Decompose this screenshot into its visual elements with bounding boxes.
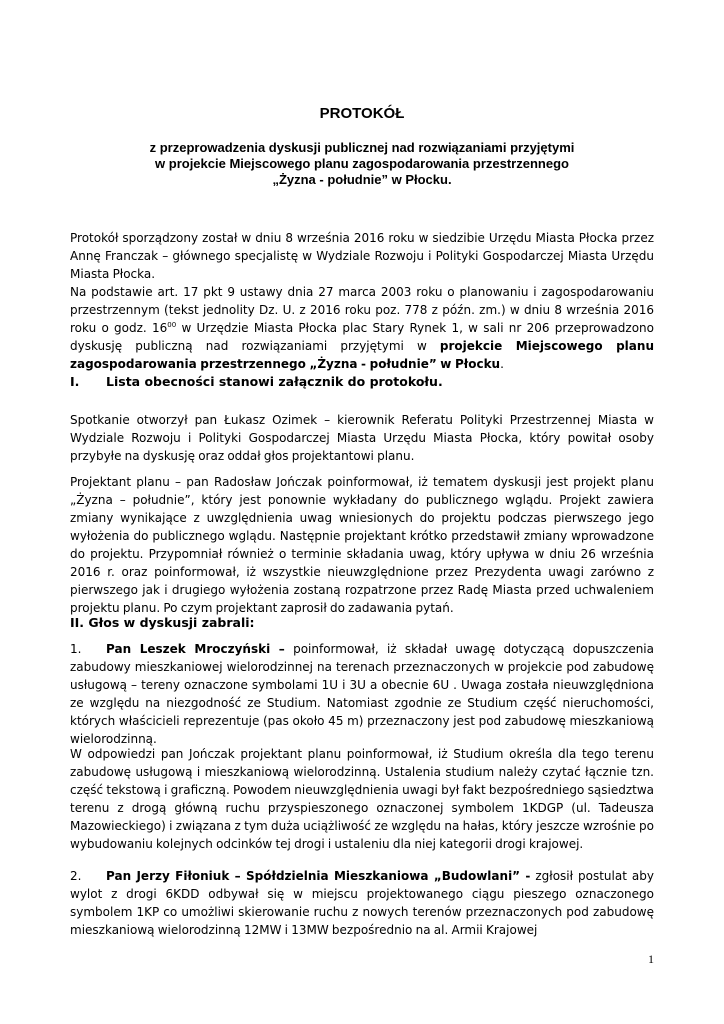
section-2-heading: II. Głos w dyskusji zabrali: — [70, 615, 255, 630]
item-2-text: zgłosił postulat aby wylot z drogi 6KDD odbywał się w miejscu projektowanego ciągu pieszego oznaczonego symbolem 1KP co umożliwi skierowanie ruchu z nowych terenów przeznaczonych pod zabudowę mieszkaniową wielorodzinną 12MW i 13MW bezpośrednio na al. Armii Krajowej — [70, 869, 654, 937]
meeting-paragraph-1: Spotkanie otworzył pan Łukasz Ozimek – kierownik Referatu Polityki Przestrzennej Miasta w Wydziale Rozwoju i Polityki Gospodarczej Miasta Urzędu Miasta Płocka, który powitał osoby przybyłe na dyskusję oraz oddał głos projektantowi planu. — [70, 413, 654, 463]
subtitle-line: z przeprowadzenia dyskusji publicznej nad rozwiązaniami przyjętymi — [149, 140, 575, 155]
intro-paragraph-2 — [70, 283, 654, 373]
meeting-paragraph-2: Projektant planu – pan Radosław Jończak poinformował, iż tematem dyskusji jest projekt planu „Żyzna – południe”, który jest ponownie wykładany do publicznego wglądu. Projekt zawiera zmiany wynikające z uwzględnienia uwag wniesionych do projektu podczas pierwszego jego wyłożenia do publicznego wglądu. Następnie projektant krótko przedstawił zmiany wprowadzone do projektu. Przypomniał również o terminie składania uwag, który upływa w dniu 26 września 2016 r. oraz poinformował, iż wszystkie nieuwzględnione przez Prezydenta uwagi zarówno z pierwszego jak i drugiego wyłożenia zostaną rozpatrzone przez Radę Miasta przed uchwaleniem projektu planu. Po czym projektant zaprosił do zadawania pytań. — [70, 475, 654, 615]
section-1-title: Lista obecności stanowi załącznik do protokołu. — [106, 374, 443, 389]
intro-paragraph-1: Protokół sporządzony został w dniu 8 września 2016 roku w siedzibie Urzędu Miasta Płocka przez Annę Franczak – głównego specjalistę w Wydziale Rozwoju i Polityki Gospodarczej Miasta Urzędu Miasta Płocka. — [70, 231, 654, 281]
item-2-number: 2. — [70, 869, 82, 883]
document-title: PROTOKÓŁ — [319, 105, 405, 122]
intro-p2-text-b: w Urzędzie Miasta Płocka plac Stary Rynek 1, w sali nr 206 przeprowadzono dyskusję publiczną nad rozwiązaniami przyjętymi w — [70, 321, 654, 353]
intro-p2-end: . — [500, 357, 504, 371]
document-subtitle — [70, 140, 654, 188]
subtitle-line: „Żyzna - południe” w Płocku. — [272, 172, 452, 187]
plan-name-bold: projekcie Miejscowego planu zagospodarowania przestrzennego „Żyzna - południe” w Płocku — [70, 339, 654, 371]
item-1-speaker: Pan Leszek Mroczyński – — [106, 642, 285, 656]
item-1-answer: W odpowiedzi pan Jończak projektant planu poinformował, iż Studium określa dla tego terenu zabudowę usługową i mieszkaniową wielorodzinną. Ustalenia studium należy czytać łącznie tzn. część tekstową i graficzną. Powodem nieuwzględnienia uwagi był fakt bezpośredniego sąsiedztwa terenu z drogą główną ruchu przyspieszonego oznaczonej symbolem 1KDGP (ul. Tadeusza Mazowieckiego) i związana z tym duża uciążliwość ze względu na hałas, który jeszcze wzrośnie po wybudowaniu kolejnych odcinków tej drogi i ustaleniu dla niej kategorii drogi krajowej. — [70, 747, 654, 851]
subtitle-line: w projekcie Miejscowego planu zagospodarowania przestrzennego — [155, 156, 569, 171]
item-1-paragraph — [70, 640, 654, 748]
item-1-number: 1. — [70, 642, 82, 656]
meeting-opening — [70, 411, 654, 465]
section-1-number: I. — [70, 374, 80, 389]
item-2-speaker: Pan Jerzy Fiłoniuk – Spółdzielnia Mieszkaniowa „Budowlani” - — [106, 869, 531, 883]
discussion-item-2 — [70, 867, 654, 939]
time-superscript: 00 — [167, 321, 177, 329]
item-1-text: poinformował, iż składał uwagę dotyczącą dopuszczenia zabudowy mieszkaniowej wielorodzinnej na terenach przeznaczonych w projekcie pod zabudowę usługową – tereny oznaczone symbolami 1U i 3U a obecnie 6U . Uwaga została nieuwzględniona ze względu na niezgodność ze Studium. Natomiast zgodnie ze Studium część nieruchomości, których właścicieli reprezentuje (pas około 45 m) przeznaczony jest pod zabudowę mieszkaniową wielorodzinną. — [70, 642, 654, 746]
page-number: 1 — [648, 952, 654, 966]
intro-section — [70, 229, 654, 373]
intro-p2-text-a: Na podstawie art. 17 pkt 9 ustawy dnia 27 marca 2003 roku o planowaniu i zagospodarowaniu przestrzennym (tekst jednolity Dz. U. z 2016 roku poz. 778 z późn. zm.) w dniu 8 września 2016 roku o godz. 16 — [70, 285, 654, 335]
discussion-item-1 — [70, 640, 654, 748]
section-1-heading — [70, 373, 654, 391]
item-2-paragraph — [70, 867, 654, 939]
designer-statement — [70, 473, 654, 617]
item-1-answer-block — [70, 745, 654, 853]
